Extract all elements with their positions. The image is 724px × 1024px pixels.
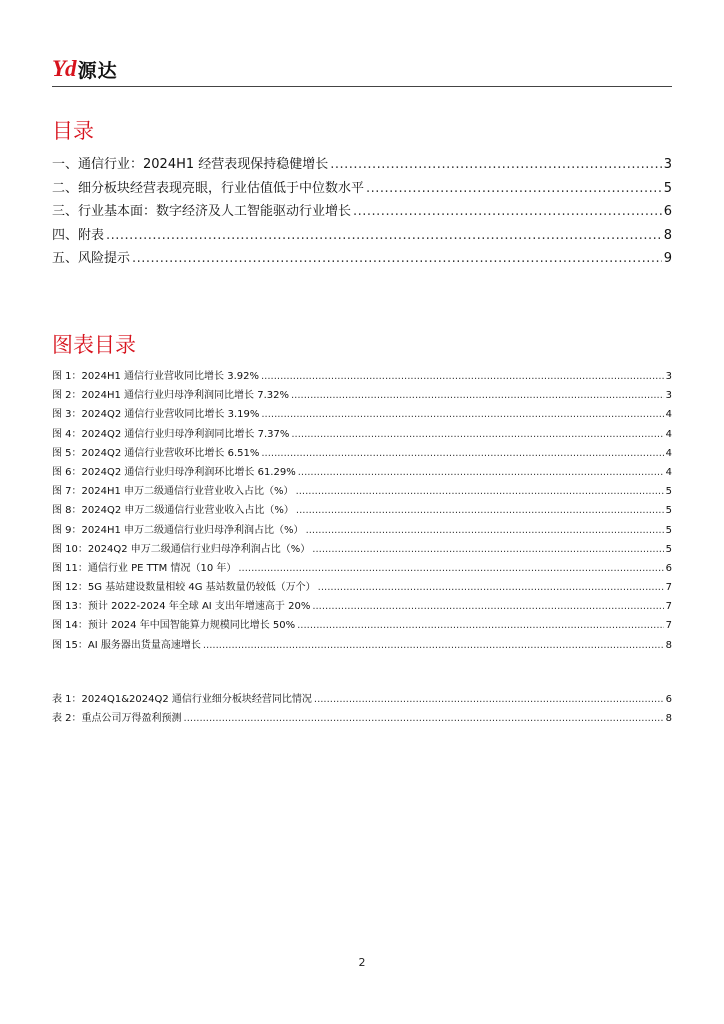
toc-entry-title: 三、行业基本面：数字经济及人工智能驱动行业增长 (52, 204, 352, 219)
toc-leader (261, 367, 664, 386)
figure-entry[interactable] (52, 521, 672, 540)
figure-entry-title: 图 6：2024Q2 通信行业归母净利润环比增长 61.29% (52, 466, 296, 478)
toc-entry-title: 四、附表 (52, 227, 105, 243)
figure-entry-title: 图 10：2024Q2 申万二级通信行业归母净利润占比（%） (52, 543, 311, 555)
figure-entry-page: 3 (665, 371, 672, 382)
toc-leader (261, 405, 663, 424)
toc-leader (297, 616, 664, 635)
toc-leader (261, 444, 663, 463)
toc-leader (238, 559, 663, 578)
toc-leader (106, 224, 662, 248)
figure-entry[interactable] (52, 425, 672, 444)
toc-entry-page: 6 (663, 204, 672, 219)
toc-leader (318, 578, 664, 597)
toc-entry[interactable] (52, 200, 672, 224)
toc-entry[interactable] (52, 153, 672, 177)
figure-entry-page: 5 (665, 524, 672, 536)
figure-entry[interactable] (52, 636, 672, 655)
figure-entry-title: 图 9：2024H1 申万二级通信行业归母净利润占比（%） (52, 524, 304, 536)
table-entry-title: 表 2：重点公司万得盈利预测 (52, 713, 182, 725)
figure-entry[interactable] (52, 501, 672, 520)
figure-entry-title: 图 2：2024H1 通信行业归母净利润同比增长 7.32% (52, 390, 289, 402)
figure-entry[interactable] (52, 482, 672, 501)
toc-leader (306, 521, 664, 540)
figure-entry-title: 图 1：2024H1 通信行业营收同比增长 3.92% (52, 371, 259, 382)
table-entry[interactable] (52, 709, 672, 728)
figure-entry-page: 4 (665, 409, 672, 421)
table-entry[interactable] (52, 690, 672, 709)
figure-entry-page: 4 (665, 447, 672, 459)
toc-entry-title: 一、通信行业：2024H1 经营表现保持稳健增长 (52, 157, 329, 172)
toc-leader (366, 177, 662, 201)
toc-leader (291, 386, 664, 405)
figure-entry-title: 图 13：预计 2022-2024 年全球 AI 支出年增速高于 20% (52, 601, 311, 613)
toc-leader (312, 540, 663, 559)
figure-entry[interactable] (52, 386, 672, 405)
page-number: 2 (358, 956, 366, 969)
figure-entry[interactable] (52, 463, 672, 482)
figure-entry-page: 7 (665, 601, 672, 613)
toc-entry-title: 二、细分板块经营表现亮眼，行业估值低于中位数水平 (52, 180, 365, 196)
toc-entry-page: 3 (663, 157, 672, 172)
figures-title: 图表目录 (52, 333, 136, 357)
toc-leader (132, 247, 662, 271)
toc-entry[interactable] (52, 247, 672, 271)
brand-logo (52, 56, 118, 82)
figure-entry-page: 4 (665, 428, 672, 440)
toc-leader (203, 636, 664, 655)
header-divider (52, 86, 672, 87)
toc-leader (314, 690, 664, 709)
figure-entry-page: 7 (665, 620, 672, 632)
toc-leader (184, 709, 664, 728)
figure-entry-title: 图 11：通信行业 PE TTM 情况（10 年） (52, 562, 237, 574)
toc-leader (296, 482, 664, 501)
logo-mark: Yd (52, 56, 76, 81)
figure-entry[interactable] (52, 405, 672, 424)
figure-entry-page: 5 (665, 486, 672, 498)
figure-entry-page: 5 (665, 543, 672, 555)
figure-entry[interactable] (52, 597, 672, 616)
toc-leader (291, 425, 663, 444)
toc-entry-page: 5 (663, 180, 672, 196)
figure-entry-title: 图 5：2024Q2 通信行业营收环比增长 6.51% (52, 447, 260, 459)
figure-entry-title: 图 12：5G 基站建设数量相较 4G 基站数量仍较低（万个） (52, 582, 316, 594)
toc-entry-page: 9 (663, 251, 672, 266)
figure-entry-title: 图 8：2024Q2 申万二级通信行业营业收入占比（%） (52, 505, 294, 517)
figure-entry-page: 7 (665, 582, 672, 594)
figures-list (52, 367, 672, 655)
table-entry-page: 6 (665, 694, 672, 705)
figure-entry[interactable] (52, 616, 672, 635)
figure-entry[interactable] (52, 540, 672, 559)
toc-leader (312, 597, 663, 616)
figure-entry[interactable] (52, 444, 672, 463)
logo-text: 源达 (77, 59, 118, 82)
figure-entry-title: 图 7：2024H1 申万二级通信行业营业收入占比（%） (52, 486, 294, 498)
toc-entry-title: 五、风险提示 (52, 251, 131, 266)
figure-entry-title: 图 15：AI 服务器出货量高速增长 (52, 639, 201, 651)
figure-entry-page: 3 (665, 390, 672, 402)
table-entry-page: 8 (665, 713, 672, 725)
toc-leader (298, 463, 664, 482)
toc-leader (330, 153, 661, 177)
figure-entry-title: 图 4：2024Q2 通信行业归母净利润同比增长 7.37% (52, 428, 290, 440)
toc-entry-page: 8 (663, 227, 672, 243)
figure-entry[interactable] (52, 367, 672, 386)
figure-entry-page: 5 (665, 505, 672, 517)
toc-entry[interactable] (52, 224, 672, 248)
figure-entry[interactable] (52, 578, 672, 597)
toc-leader (296, 501, 664, 520)
tables-list (52, 690, 672, 728)
figure-entry-title: 图 3：2024Q2 通信行业营收同比增长 3.19% (52, 409, 260, 421)
figure-entry-page: 8 (665, 639, 672, 651)
figure-entry-page: 6 (665, 562, 672, 574)
contents-title: 目录 (52, 119, 94, 143)
figure-entry-title: 图 14：预计 2024 年中国智能算力规模同比增长 50% (52, 620, 296, 632)
toc-entry[interactable] (52, 177, 672, 201)
figure-entry[interactable] (52, 559, 672, 578)
figure-entry-page: 4 (665, 466, 672, 478)
contents-list (52, 153, 672, 271)
toc-leader (353, 200, 662, 224)
table-entry-title: 表 1：2024Q1&2024Q2 通信行业细分板块经营同比情况 (52, 694, 312, 705)
